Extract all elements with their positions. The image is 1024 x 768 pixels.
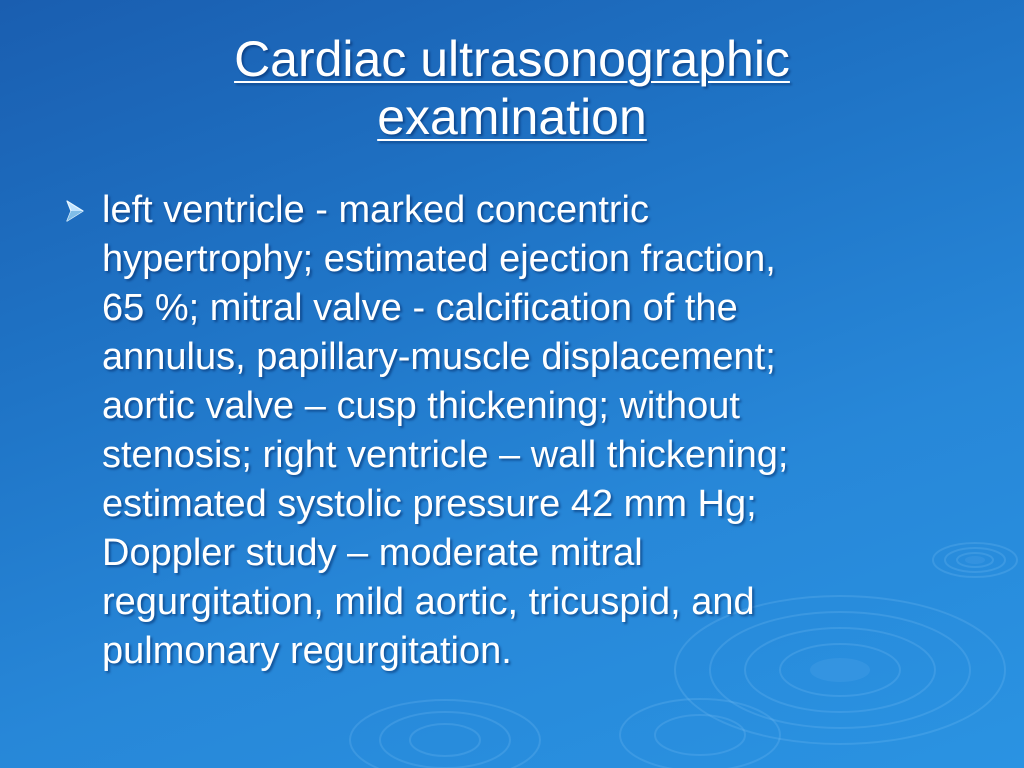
- bullet-list: [62, 186, 962, 676]
- slide-title-line-2: examination: [377, 89, 647, 145]
- slide-title: [100, 30, 924, 146]
- bullet-text: left ventricle - marked concentric hypertrophy; estimated ejection fraction, 65 %; mitral valve - calcification of the annulus, papillary-muscle displacement; aortic valve – cusp thickening; without stenosis; right ventricle – wall thickening; estimated systolic pressure 42 mm Hg; Doppler study – moderate mitral regurgitation, mild aortic, tricuspid, and pulmonary regurgitation.: [102, 189, 789, 672]
- slide-title-line-1: Cardiac ultrasonographic: [234, 31, 790, 87]
- arrow-bullet-icon: [62, 198, 88, 224]
- list-item: [62, 186, 962, 676]
